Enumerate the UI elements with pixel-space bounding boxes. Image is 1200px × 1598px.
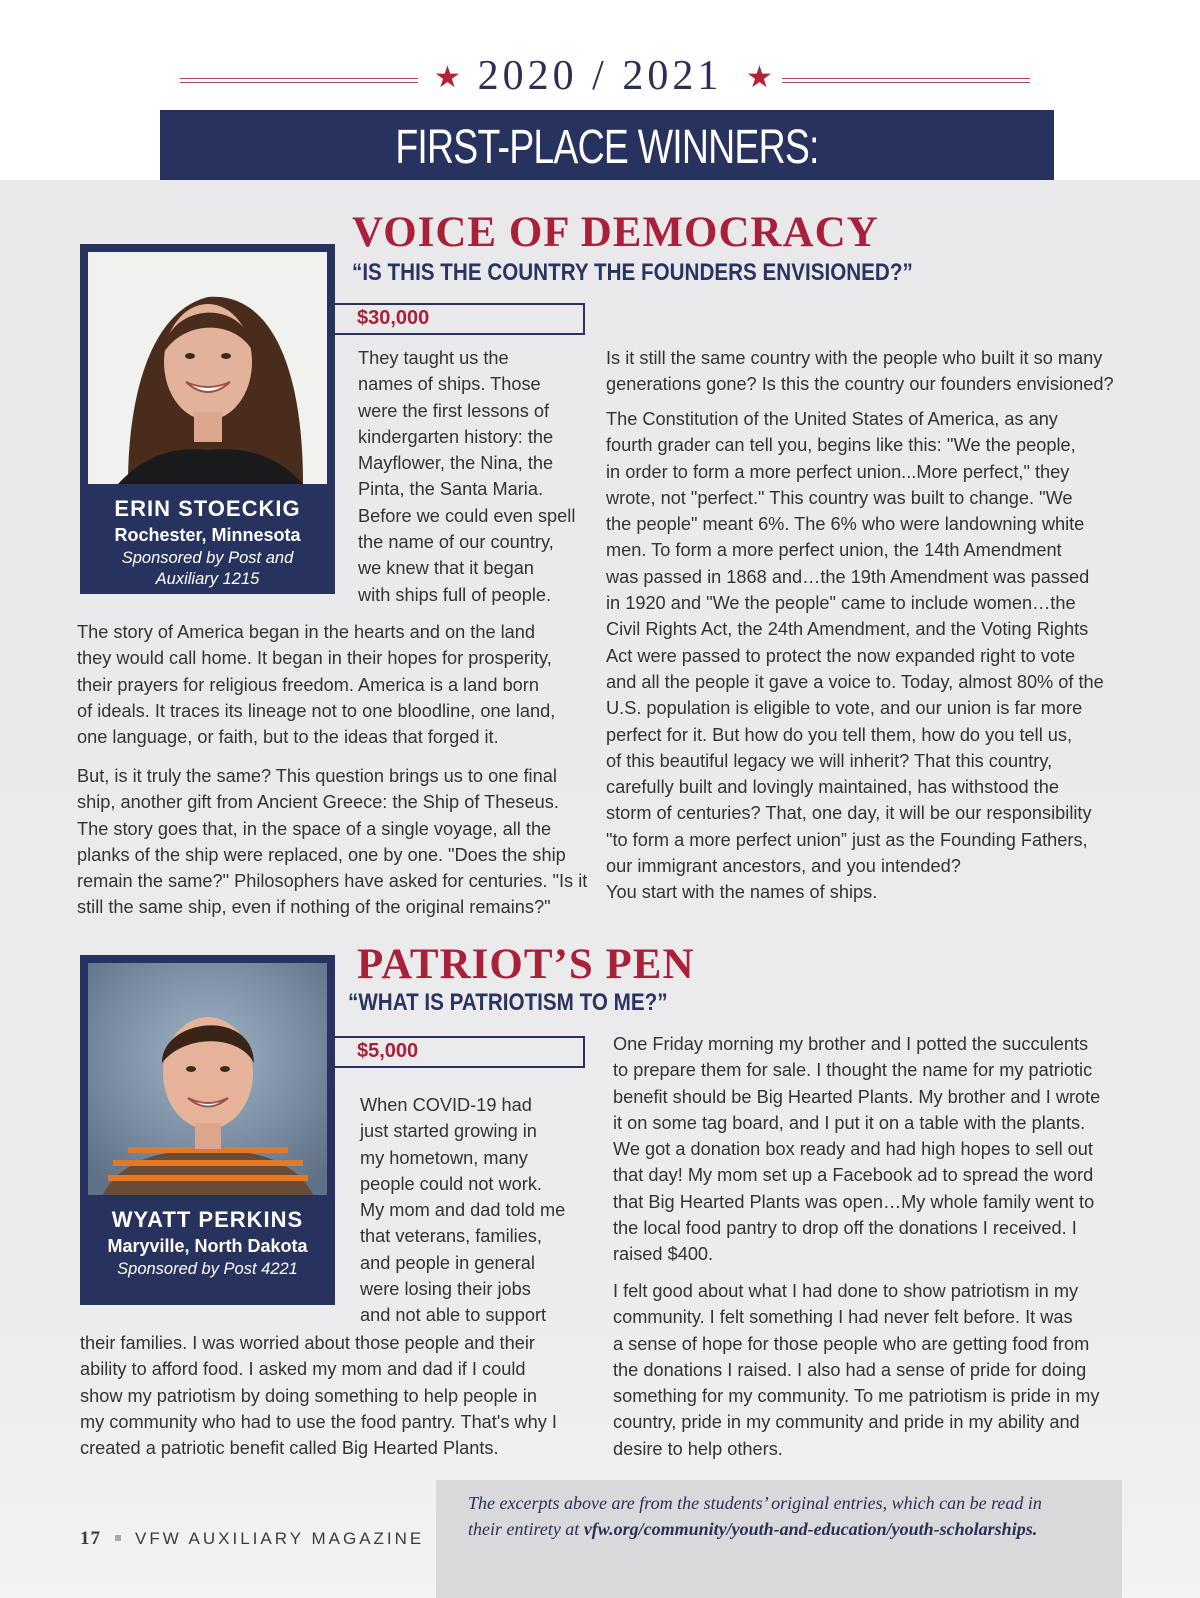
sponsor-line: Sponsored by Post 4221: [117, 1260, 298, 1278]
text-line: my hometown, many: [360, 1147, 528, 1168]
text-line: it on some tag board, and I put it on a table with the plants.: [613, 1112, 1086, 1133]
vod-intro-text: [358, 345, 575, 608]
text-line: ability to afford food. I asked my mom and dad if I could: [80, 1359, 526, 1380]
text-line: that veterans, families,: [360, 1226, 542, 1247]
portrait-image: [88, 252, 327, 484]
text-line: men. To form a more perfect union, the 14th Amendment: [606, 540, 1062, 561]
text-line: The story goes that, in the space of a single voyage, all the: [77, 818, 552, 839]
text-line: They taught us the: [358, 348, 509, 368]
text-line: You start with the names of ships.: [606, 882, 878, 903]
vod-right-paragraph-2: [606, 406, 1104, 906]
text-line: community. I felt something I had never felt before. It was: [613, 1307, 1073, 1328]
note-line: [468, 1516, 1042, 1542]
text-line: One Friday morning my brother and I potted the succulents: [613, 1034, 1089, 1054]
pp-right-paragraph-2: [613, 1278, 1100, 1462]
text-line: the donations I raised. I also had a sense of pride for doing: [613, 1359, 1087, 1380]
text-line: remain the same?" Philosophers have asked for centuries. "Is it: [77, 871, 588, 892]
text-line: and not able to support: [360, 1305, 547, 1326]
text-line: something for my community. To me patriotism is pride in my: [613, 1386, 1100, 1407]
text-line: that Big Hearted Plants was open…My whole family went to: [613, 1191, 1095, 1212]
text-line: with ships full of people.: [358, 584, 552, 605]
text-line: created a patriotic benefit called Big Hearted Plants.: [80, 1438, 499, 1459]
text-line: The Constitution of the United States of America, as any: [606, 409, 1058, 429]
text-line: My mom and dad told me: [360, 1200, 566, 1221]
pp-right-paragraph-1: [613, 1031, 1100, 1268]
text-line: and people in general: [360, 1252, 535, 1273]
star-icon: ★: [434, 60, 461, 95]
pp-left-paragraph-1: [80, 1330, 557, 1461]
magazine-name: VFW AUXILIARY MAGAZINE: [135, 1529, 425, 1548]
pp-intro-text: [360, 1092, 565, 1329]
text-line: they would call home. It began in their hopes for prosperity,: [77, 648, 552, 669]
text-line: Civil Rights Act, the 24th Amendment, and the Voting Rights: [606, 619, 1089, 640]
pp-prize-box: [335, 1036, 585, 1068]
portrait-image: [88, 963, 327, 1195]
scholarship-link[interactable]: vfw.org/community/youth-and-education/youth-scholarships.: [583, 1519, 1038, 1539]
text-line: just started growing in: [360, 1121, 537, 1142]
text-line: carefully built and lovingly maintained, has withstood the: [606, 777, 1059, 798]
text-line: the local food pantry to drop off the donations I received. I: [613, 1218, 1077, 1239]
text-line: people could not work.: [360, 1173, 542, 1194]
text-line: their families. I was worried about those people and their: [80, 1333, 535, 1353]
vod-subtitle: “IS THIS THE COUNTRY THE FOUNDERS ENVISIONED?”: [352, 259, 913, 286]
text-line: Is it still the same country with the people who built it so many: [606, 348, 1103, 368]
vod-left-paragraph-1: [77, 619, 555, 750]
text-line: in order to form a more perfect union...More perfect," they: [606, 461, 1070, 482]
vod-right-paragraph-1: [606, 345, 1114, 398]
text-line: But, is it truly the same? This question brings us to one final: [77, 766, 557, 786]
text-line: planks of the ship were replaced, one by one. "Does the ship: [77, 844, 566, 865]
text-line: U.S. population is eligible to vote, and our union is far more: [606, 698, 1083, 719]
text-line: were losing their jobs: [360, 1279, 531, 1300]
text-line: still the same ship, even if nothing of the original remains?": [77, 897, 551, 918]
text-line: my community who had to use the food pantry. That's why I: [80, 1411, 557, 1432]
text-line: generations gone? Is this the country our founders envisioned?: [606, 374, 1114, 395]
text-line: show my patriotism by doing something to help people in: [80, 1385, 537, 1406]
excerpt-note-text: [468, 1490, 1042, 1542]
pp-winner-location: Maryville, North Dakota: [107, 1236, 308, 1256]
vod-left-paragraph-2: [77, 763, 587, 921]
text-line: we knew that it began: [358, 558, 534, 579]
vod-winner-name: ERIN STOECKIG: [114, 496, 301, 521]
pp-title: PATRIOT’S PEN: [357, 941, 695, 988]
pp-winner-card: [80, 955, 335, 1305]
text-line: Mayflower, the Nina, the: [358, 453, 554, 474]
page-footer: [80, 1528, 424, 1550]
text-line: was passed in 1868 and…the 19th Amendment was passed: [606, 566, 1090, 587]
banner-title: FIRST-PLACE WINNERS:: [395, 121, 819, 174]
text-line: storm of centuries? That, one day, it will be our responsibility: [606, 803, 1092, 824]
header-rule-left: [180, 78, 418, 83]
vod-winner-photo: [88, 252, 327, 484]
text-line: our immigrant ancestors, and you intended?: [606, 856, 961, 877]
vod-prize-amount: $30,000: [357, 307, 430, 329]
text-line: country, pride in my community and pride in my ability and: [613, 1412, 1080, 1433]
text-line: that day! My mom set up a Facebook ad to spread the word: [613, 1165, 1094, 1186]
text-line: benefit should be Big Hearted Plants. My brother and I wrote: [613, 1086, 1101, 1107]
text-line: names of ships. Those: [358, 374, 541, 395]
vod-winner-sponsor: [80, 548, 335, 590]
text-line: Act were passed to protect the now expanded right to vote: [606, 645, 1076, 666]
sponsor-line: Auxiliary 1215: [155, 570, 260, 588]
pp-prize-amount: $5,000: [357, 1040, 419, 1062]
text-line: raised $400.: [613, 1244, 714, 1265]
vod-winner-card: [80, 244, 335, 594]
vod-title: VOICE OF DEMOCRACY: [352, 209, 879, 256]
year-heading: 2020 / 2021: [477, 53, 723, 99]
text-line: the people" meant 6%. The 6% who were landowning white: [606, 514, 1085, 535]
text-line: The story of America began in the hearts and on the land: [77, 622, 536, 642]
pp-winner-photo: [88, 963, 327, 1195]
excerpt-note-box: [436, 1480, 1122, 1598]
text-line: We got a donation box ready and had high hopes to sell out: [613, 1139, 1093, 1160]
text-line: wrote, not "perfect." This country was built to change. "We: [606, 487, 1073, 508]
text-line: "to form a more perfect union” just as the Founding Fathers,: [606, 829, 1088, 850]
vod-winner-location: Rochester, Minnesota: [114, 525, 301, 545]
text-line: desire to help others.: [613, 1438, 783, 1459]
text-line: a sense of hope for those people who are getting food from: [613, 1333, 1090, 1354]
text-line: kindergarten history: the: [358, 426, 554, 447]
text-line: When COVID-19 had: [360, 1095, 532, 1115]
text-line: ship, another gift from Ancient Greece: the Ship of Theseus.: [77, 792, 559, 813]
text-line: in 1920 and "We the people" came to include women…the: [606, 593, 1076, 614]
text-line: one language, or faith, but to the ideas that forged it.: [77, 727, 499, 748]
star-icon: ★: [746, 60, 773, 95]
pp-subtitle: “WHAT IS PATRIOTISM TO ME?”: [348, 989, 668, 1016]
vod-prize-box: [335, 303, 585, 335]
text-line: and all the people it gave a voice to. Today, almost 80% of the: [606, 671, 1104, 692]
text-line: fourth grader can tell you, begins like this: ''We the people,: [606, 435, 1076, 456]
text-line: Pinta, the Santa Maria.: [358, 479, 544, 500]
text-line: Before we could even spell: [358, 505, 576, 526]
title-banner: [160, 110, 1054, 180]
square-bullet-icon: [115, 1535, 121, 1541]
text-line: of this beautiful legacy we will inherit? That this country,: [606, 750, 1053, 771]
text-line: of ideals. It traces its lineage not to one bloodline, one land,: [77, 700, 556, 721]
pp-winner-name: WYATT PERKINS: [111, 1207, 304, 1232]
text-line: perfect for it. But how do you tell them, how do you tell us,: [606, 724, 1073, 745]
header-rule-right: [782, 78, 1030, 83]
text-line: their prayers for religious freedom. America is a land born: [77, 674, 539, 695]
text-line: to prepare them for sale. I thought the name for my patriotic: [613, 1060, 1093, 1081]
note-line: The excerpts above are from the students’ original entries, which can be read in: [468, 1493, 1042, 1513]
pp-winner-sponsor: [80, 1259, 335, 1280]
text-line: the name of our country,: [358, 532, 554, 553]
sponsor-line: Sponsored by Post and: [121, 549, 294, 567]
text-line: I felt good about what I had done to show patriotism in my: [613, 1281, 1079, 1301]
text-line: were the first lessons of: [358, 400, 550, 421]
note-prefix: their entirety at: [468, 1519, 584, 1539]
page-number: 17: [80, 1528, 101, 1549]
